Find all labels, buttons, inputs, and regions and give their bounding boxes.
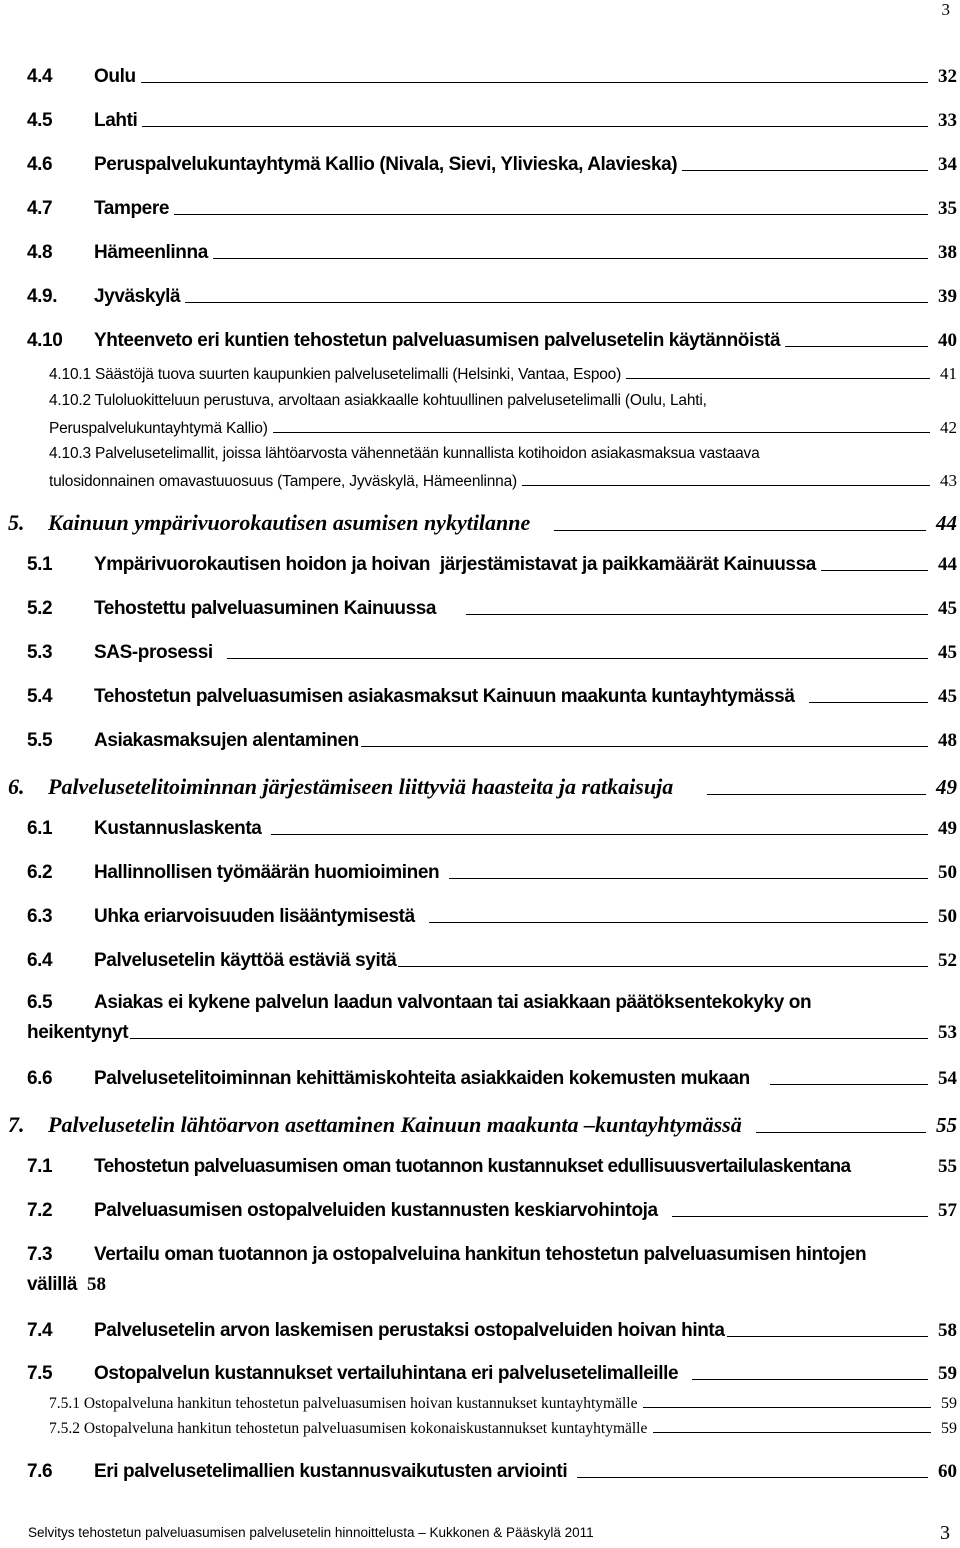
toc-entry-7-5-2[interactable]: [49, 1420, 957, 1438]
toc-entry-page: 45: [938, 598, 957, 619]
toc-leader: [809, 702, 929, 703]
toc-entry-7[interactable]: [8, 1112, 957, 1138]
toc-leader: [756, 1132, 926, 1133]
toc-entry-title: Yhteenveto eri kuntien tehostetun palveluasumisen palvelusetelin käytännöistä: [94, 330, 781, 351]
toc-entry-title: Palvelusetelin arvon laskemisen perustaksi ostopalveluiden hoivan hinta: [94, 1320, 725, 1341]
toc-entry-title: Jyväskylä: [94, 286, 181, 307]
toc-entry-number: 7.6: [27, 1461, 53, 1482]
page-number-top: 3: [941, 0, 950, 19]
toc-entry-line1: [27, 1244, 957, 1266]
toc-entry-4-9[interactable]: [27, 286, 957, 308]
toc-leader: [213, 258, 928, 259]
toc-entry-title: Tehostettu palveluasuminen Kainuussa: [94, 598, 437, 619]
toc-entry-title: Palvelusetelitoiminnan kehittämiskohteita asiakkaiden kokemusten mukaan: [94, 1068, 750, 1089]
toc-entry-page: 59: [938, 1363, 957, 1384]
toc-leader: [227, 658, 928, 659]
toc-entry-page: 49: [936, 775, 957, 799]
toc-entry-title: Tampere: [94, 198, 169, 219]
toc-leader: [141, 82, 928, 83]
toc-entry-page: 60: [938, 1461, 957, 1482]
toc-entry-title: Palvelusetelitoiminnan järjestämiseen liittyviä haasteita ja ratkaisuja: [48, 774, 674, 799]
toc-entry-number: 4.4: [27, 66, 53, 87]
toc-entry-title: Oulu: [94, 66, 136, 87]
toc-entry-4-7[interactable]: [27, 198, 957, 220]
toc-entry-title: Peruspalvelukuntayhtymä Kallio (Nivala, Sievi, Ylivieska, Alavieska): [94, 154, 678, 175]
toc-entry-number: 4.7: [27, 198, 53, 219]
toc-leader: [770, 1084, 928, 1085]
toc-entry-5[interactable]: [8, 510, 957, 536]
toc-entry-title: Lahti: [94, 110, 138, 131]
toc-leader: [273, 432, 930, 433]
toc-entry-7-5-1[interactable]: [49, 1395, 957, 1413]
toc-leader: [185, 302, 928, 303]
toc-entry-7-6[interactable]: [27, 1461, 957, 1483]
toc-entry-4-8[interactable]: [27, 242, 957, 264]
toc-entry-6[interactable]: [8, 774, 957, 800]
toc-entry-line1: [27, 992, 957, 1014]
toc-leader: [429, 922, 928, 923]
toc-entry-number: 6.1: [27, 818, 53, 839]
toc-entry-4-10-1[interactable]: [49, 364, 957, 384]
toc-entry-6-1[interactable]: [27, 818, 957, 840]
toc-entry-number: 6.6: [27, 1068, 53, 1089]
toc-leader: [174, 214, 928, 215]
toc-entry-7-5[interactable]: [27, 1363, 957, 1385]
toc-entry-number: 4.6: [27, 154, 53, 175]
toc-entry-number: 4.9.: [27, 286, 58, 307]
toc-entry-4-10-2[interactable]: [49, 392, 957, 438]
toc-entry-title-line1: 4.10.3 Palvelusetelimallit, joissa lähtöarvosta vähennetään kunnallista kotihoidon asiakasmaksua vastaava: [49, 445, 760, 462]
toc-entry-number: 7.5: [27, 1363, 53, 1384]
toc-entry-title: Ostopalvelun kustannukset vertailuhintana eri palvelusetelimalleille: [94, 1363, 679, 1384]
toc-entry-5-2[interactable]: [27, 598, 957, 620]
toc-entry-4-10[interactable]: [27, 330, 957, 352]
toc-entry-page: 34: [938, 154, 957, 175]
toc-entry-number: 6.3: [27, 906, 53, 927]
toc-entry-title: Kustannuslaskenta: [94, 818, 262, 839]
toc-entry-page: 35: [938, 198, 957, 219]
toc-entry-page: 55: [938, 1156, 957, 1177]
toc-entry-7-4[interactable]: [27, 1320, 957, 1342]
toc-entry-number: 6.: [8, 774, 25, 799]
toc-leader: [821, 570, 928, 571]
toc-leader: [554, 530, 926, 531]
toc-entry-page: 41: [940, 364, 957, 383]
toc-entry-page: 52: [938, 950, 957, 971]
toc-entry-4-10-3[interactable]: [49, 445, 957, 491]
toc-entry-page: 54: [938, 1068, 957, 1089]
toc-entry-page: 57: [938, 1200, 957, 1221]
toc-entry-number: 4.8: [27, 242, 53, 263]
toc-entry-page: 42: [940, 418, 957, 437]
toc-entry-title: 7.5.1 Ostopalveluna hankitun tehostetun palveluasumisen hoivan kustannukset kuntayhtymälle: [49, 1395, 638, 1412]
footer-page-number: 3: [940, 1522, 950, 1544]
toc-entry-title-line2: välillä: [27, 1274, 78, 1295]
toc-entry-line2: [49, 418, 957, 438]
toc-entry-page: 33: [938, 110, 957, 131]
toc-entry-6-2[interactable]: [27, 862, 957, 884]
toc-leader: [398, 966, 928, 967]
toc-entry-5-1[interactable]: [27, 554, 957, 576]
toc-entry-page: 45: [938, 686, 957, 707]
toc-entry-title-line1: 4.10.2 Tuloluokitteluun perustuva, arvoltaan asiakkaalle kohtuullinen palvelusetelimalli (Oulu, Lahti,: [49, 392, 707, 409]
toc-entry-7-3[interactable]: [27, 1244, 957, 1296]
toc-entry-title: Asiakasmaksujen alentaminen: [94, 730, 359, 751]
toc-entry-title-line1: Asiakas ei kykene palvelun laadun valvontaan tai asiakkaan päätöksentekokyky on: [94, 992, 812, 1013]
toc-entry-7-1[interactable]: [27, 1156, 957, 1178]
toc-entry-4-5[interactable]: [27, 110, 957, 132]
toc-leader: [142, 126, 928, 127]
toc-entry-page: 49: [938, 818, 957, 839]
toc-entry-title-line2: tulosidonnainen omavastuuosuus (Tampere, Jyväskylä, Hämeenlinna): [49, 473, 517, 490]
toc-entry-title: Kainuun ympärivuorokautisen asumisen nykytilanne: [48, 510, 531, 535]
toc-entry-6-4[interactable]: [27, 950, 957, 972]
toc-entry-page: 59: [941, 1395, 957, 1412]
toc-leader: [626, 378, 930, 379]
toc-entry-number: 7.: [8, 1112, 25, 1137]
toc-entry-title-line2: heikentynyt: [27, 1022, 129, 1043]
toc-entry-title: Palvelusetelin käyttöä estäviä syitä: [94, 950, 397, 971]
toc-entry-number: 7.3: [27, 1244, 53, 1265]
toc-entry-5-3[interactable]: [27, 642, 957, 664]
toc-leader: [672, 1216, 928, 1217]
toc-entry-page: 39: [938, 286, 957, 307]
toc-entry-page: 50: [938, 862, 957, 883]
toc-leader: [522, 485, 930, 486]
toc-entry-4-6[interactable]: [27, 154, 957, 176]
toc-leader: [785, 346, 928, 347]
toc-entry-page: 44: [936, 511, 957, 535]
toc-entry-number: 6.5: [27, 992, 53, 1013]
toc-leader: [361, 746, 928, 747]
toc-entry-page: 58: [938, 1320, 957, 1341]
toc-entry-number: 7.4: [27, 1320, 53, 1341]
toc-entry-title: Tehostetun palveluasumisen oman tuotannon kustannukset edullisuusvertailulaskentana: [94, 1156, 851, 1177]
toc-leader: [271, 834, 928, 835]
toc-entry-title: Palvelusetelin lähtöarvon asettaminen Kainuun maakunta –kuntayhtymässä: [48, 1112, 742, 1137]
toc-leader: [653, 1432, 931, 1433]
toc-entry-title: Hämeenlinna: [94, 242, 208, 263]
toc-entry-6-6[interactable]: [27, 1068, 957, 1090]
toc-leader: [643, 1407, 931, 1408]
toc-entry-title: Eri palvelusetelimallien kustannusvaikutusten arviointi: [94, 1461, 568, 1482]
toc-entry-number: 6.4: [27, 950, 53, 971]
toc-entry-title: Palveluasumisen ostopalveluiden kustannusten keskiarvohintoja: [94, 1200, 658, 1221]
toc-leader: [707, 794, 926, 795]
toc-entry-page: 53: [938, 1022, 957, 1043]
toc-entry-5-4[interactable]: [27, 686, 957, 708]
toc-entry-number: 7.2: [27, 1200, 53, 1221]
toc-entry-number: 7.1: [27, 1156, 53, 1177]
toc-leader: [466, 614, 928, 615]
toc-entry-number: 5.3: [27, 642, 53, 663]
toc-leader: [692, 1379, 928, 1380]
toc-entry-page: 40: [938, 330, 957, 351]
toc-entry-title: 7.5.2 Ostopalveluna hankitun tehostetun palveluasumisen kokonaiskustannukset kuntayhtymälle: [49, 1420, 648, 1437]
toc-entry-page: 58: [87, 1274, 107, 1295]
toc-entry-number: 5.2: [27, 598, 53, 619]
toc-entry-line2: [27, 1274, 957, 1296]
toc-entry-page: 38: [938, 242, 957, 263]
page-footer: Selvitys tehostetun palveluasumisen palvelusetelin hinnoittelusta – Kukkonen & Pääskylä 2011: [28, 1525, 594, 1540]
toc-entry-number: 5.: [8, 510, 25, 535]
toc-entry-page: 43: [940, 471, 957, 490]
toc-entry-number: 4.5: [27, 110, 53, 131]
toc-entry-6-5[interactable]: [27, 992, 957, 1044]
toc-entry-page: 45: [938, 642, 957, 663]
toc-entry-title: SAS-prosessi: [94, 642, 213, 663]
toc-entry-6-3[interactable]: [27, 906, 957, 928]
toc-entry-title: Hallinnollisen työmäärän huomioiminen: [94, 862, 440, 883]
toc-entry-page: 55: [936, 1113, 957, 1137]
toc-entry-4-4[interactable]: [27, 66, 957, 88]
toc-entry-title: Tehostetun palveluasumisen asiakasmaksut Kainuun maakunta kuntayhtymässä: [94, 686, 795, 707]
toc-entry-title: Ympärivuorokautisen hoidon ja hoivan järjestämistavat ja paikkamäärät Kainuussa: [94, 554, 816, 575]
toc-entry-number: 4.10: [27, 330, 63, 351]
toc-entry-number: 5.1: [27, 554, 53, 575]
toc-entry-number: 5.5: [27, 730, 53, 751]
toc-entry-page: 59: [941, 1420, 957, 1437]
toc-entry-page: 48: [938, 730, 957, 751]
toc-entry-page: 32: [938, 66, 957, 87]
toc-entry-title-line1: Vertailu oman tuotannon ja ostopalveluina hankitun tehostetun palveluasumisen hintojen: [94, 1244, 867, 1265]
toc-entry-line2: [27, 1022, 957, 1044]
toc-entry-title-line2: Peruspalvelukuntayhtymä Kallio): [49, 420, 268, 437]
toc-entry-page: 50: [938, 906, 957, 927]
toc-entry-number: 6.2: [27, 862, 53, 883]
toc-leader: [449, 878, 928, 879]
toc-entry-title: 4.10.1 Säästöjä tuova suurten kaupunkien palvelusetelimalli (Helsinki, Vantaa, Espoo): [49, 366, 622, 383]
toc-leader: [682, 170, 928, 171]
toc-entry-number: 5.4: [27, 686, 53, 707]
toc-entry-page: 44: [938, 554, 957, 575]
toc-leader: [577, 1477, 928, 1478]
toc-leader: [727, 1336, 929, 1337]
toc-entry-7-2[interactable]: [27, 1200, 957, 1222]
toc-leader: [130, 1038, 928, 1039]
toc-entry-5-5[interactable]: [27, 730, 957, 752]
toc-entry-line2: [49, 471, 957, 491]
toc-entry-title: Uhka eriarvoisuuden lisääntymisestä: [94, 906, 415, 927]
